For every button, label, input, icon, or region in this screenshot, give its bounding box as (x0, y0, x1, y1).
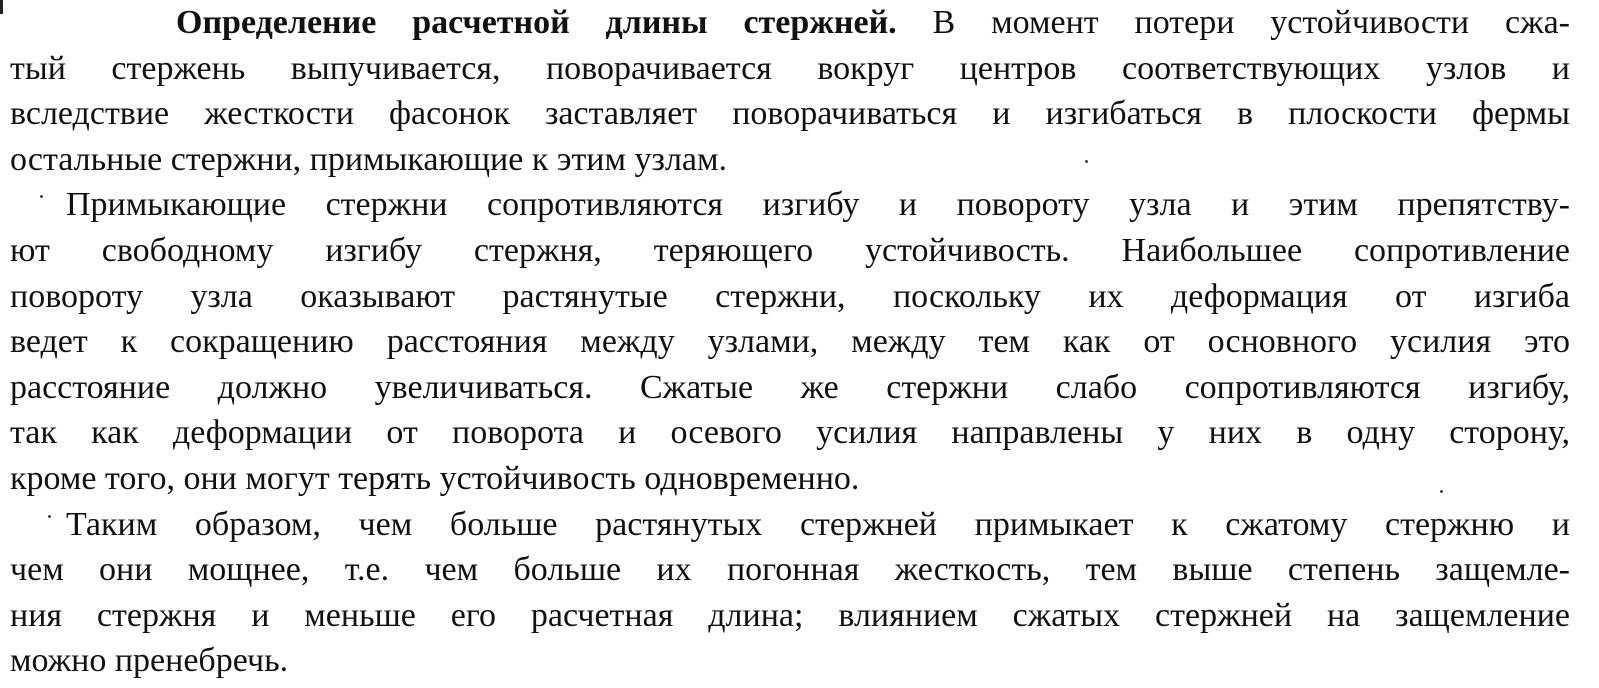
paragraph-2-line-5: расстояние должно увеличиваться. Сжатые же стержни слабо сопротивляются изгибу, (10, 368, 1570, 406)
paragraph-2-line-1: Примыкающие стержни сопротивляются изгибу и повороту узла и этим препятству- (66, 186, 1570, 224)
paragraph-2-line-7: кроме того, они могут терять устойчивость одновременно. (10, 459, 860, 497)
paragraph-3-line-4: можно пренебречь. (10, 642, 289, 680)
paragraph-2-line-3: повороту узла оказывают растянутые стержни, поскольку их деформация от изгиба (10, 277, 1570, 315)
section-heading: Определение расчетной длины стержней. (176, 4, 897, 41)
paragraph-1-line-1-text: В момент потери устойчивости сжа- (896, 4, 1570, 41)
scan-speck (48, 515, 51, 518)
paragraph-3-line-1: Таким образом, чем больше растянутых стержней примыкает к сжатому стержню и (66, 505, 1570, 543)
paragraph-3-line-2: чем они мощнее, т.е. чем больше их погонная жесткость, тем выше степень защемле- (10, 551, 1570, 589)
paragraph-3-line-3: ния стержня и меньше его расчетная длина; влиянием сжатых стержней на защемление (10, 596, 1570, 634)
paragraph-2-line-4: ведет к сокращению расстояния между узлами, между тем как от основного усилия это (10, 323, 1570, 361)
paragraph-1-line-3: вследствие жесткости фасонок заставляет поворачиваться и изгибаться в плоскости фермы (10, 95, 1570, 133)
scan-artifact-mark (0, 0, 3, 14)
paragraph-2-line-2: ют свободному изгибу стержня, теряющего устойчивость. Наибольшее сопротивление (10, 231, 1570, 269)
paragraph-1-line-1 (10, 0, 1570, 46)
scan-speck (1440, 490, 1443, 493)
body-text (10, 0, 1570, 684)
scan-speck (1085, 160, 1088, 163)
paragraph-1-line-2: тый стержень выпучивается, поворачивается вокруг центров соответствующих узлов и (10, 49, 1570, 87)
paragraph-2-line-6: так как деформации от поворота и осевого усилия направлены у них в одну сторону, (10, 414, 1570, 452)
paragraph-1-line-4: остальные стержни, примыкающие к этим узлам. (10, 140, 728, 178)
scan-speck (40, 195, 43, 198)
